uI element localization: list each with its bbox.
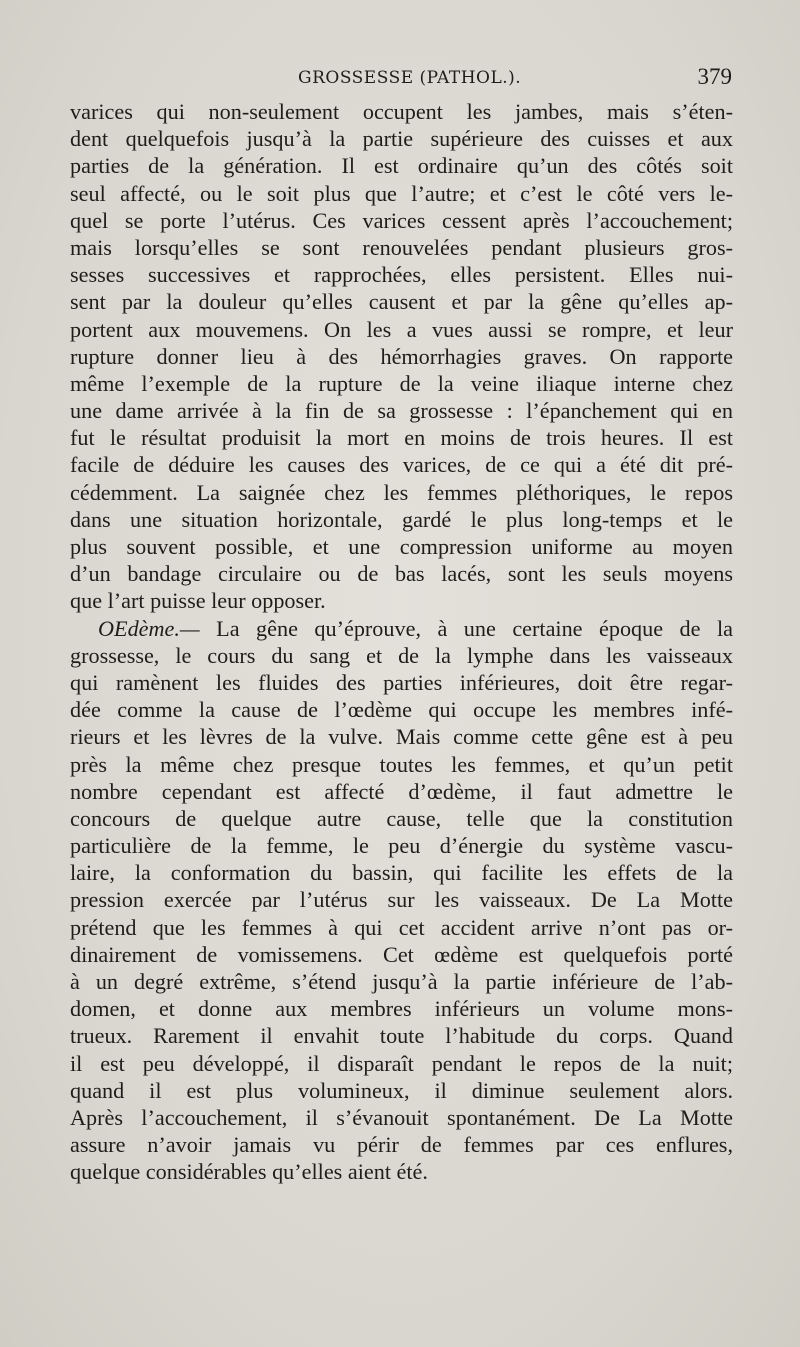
text-line: varices qui non-seulement occupent les jambes, mais s’éten- [70, 99, 733, 124]
text-line: rieurs et les lèvres de la vulve. Mais comme cette gêne est à peu [70, 724, 733, 750]
text-line: grossesse, le cours du sang et de la lymphe dans les vaisseaux [70, 642, 733, 668]
text-line: dans une situation horizontale, gardé le plus long-temps et le [70, 506, 733, 532]
text-line: quelque considérables qu’elles aient été. [70, 1159, 428, 1185]
text-line: Après l’accouchement, il s’évanouit spontanément. De La Motte [70, 1104, 733, 1130]
section-heading-oedeme: OEdème.— [98, 615, 200, 641]
text-line: seul affecté, ou le soit plus que l’autre; et c’est le côté vers le- [70, 180, 733, 206]
text-line: qui ramènent les fluides des parties inférieures, doit être regar- [70, 669, 733, 695]
text-line: dent quelquefois jusqu’à la partie supérieure des cuisses et aux [70, 126, 733, 152]
text-line: sent par la douleur qu’elles causent et par la gêne qu’elles ap- [70, 289, 733, 315]
text-line: concours de quelque autre cause, telle que la constitution [70, 805, 733, 831]
text-line: que l’art puisse leur opposer. [70, 588, 326, 614]
text-line: rupture donner lieu à des hémorrhagies graves. On rapporte [70, 343, 733, 369]
text-line: dinairement de vomissemens. Cet œdème est quelquefois porté [70, 941, 733, 967]
text-line: facile de déduire les causes des varices, de ce qui a été dit pré- [70, 452, 733, 478]
text-line: trueux. Rarement il envahit toute l’habitude du corps. Quand [70, 1023, 733, 1049]
text-line: près la même chez presque toutes les femmes, et qu’un petit [70, 751, 733, 777]
running-head [70, 64, 732, 94]
text-line: pression exercée par l’utérus sur les vaisseaux. De La Motte [70, 887, 733, 913]
text-line-rest: La gêne qu’éprouve, à une certaine époque de la [199, 615, 733, 641]
text-line: particulière de la femme, le peu d’énergie du système vascu- [70, 833, 733, 859]
text-line: mais lorsqu’elles se sont renouvelées pendant plusieurs gros- [70, 234, 733, 260]
text-line: fut le résultat produisit la mort en moins de trois heures. Il est [70, 425, 733, 451]
text-line: quel se porte l’utérus. Ces varices cessent après l’accouchement; [70, 207, 733, 233]
text-line: même l’exemple de la rupture de la veine iliaque interne chez [70, 370, 733, 396]
paragraph-varices [70, 98, 733, 615]
text-line: portent aux mouvemens. On les a vues aussi se rompre, et leur [70, 316, 733, 342]
text-line: plus souvent possible, et une compression uniforme au moyen [70, 534, 733, 559]
text-line-first [70, 615, 733, 642]
text-line: à un degré extrême, s’étend jusqu’à la partie inférieure de l’ab- [70, 969, 733, 994]
text-line: sesses successives et rapprochées, elles persistent. Elles nui- [70, 262, 733, 288]
text-line: quand il est plus volumineux, il diminue seulement alors. [70, 1077, 733, 1103]
text-line: domen, et donne aux membres inférieurs un volume mons- [70, 996, 733, 1022]
text-body [70, 98, 733, 1186]
text-line: assure n’avoir jamais vu périr de femmes par ces enflures, [70, 1132, 733, 1158]
text-line: parties de la génération. Il est ordinaire qu’un des côtés soit [70, 153, 733, 179]
text-line: cédemment. La saignée chez les femmes pléthoriques, le repos [70, 479, 733, 505]
text-line: nombre cependant est affecté d’œdème, il faut admettre le [70, 778, 733, 804]
text-line: prétend que les femmes à qui cet accident arrive n’ont pas or- [70, 914, 733, 940]
page-number: 379 [697, 64, 732, 89]
text-line: une dame arrivée à la fin de sa grossesse : l’épanchement qui en [70, 398, 733, 424]
text-line: il est peu développé, il disparaît pendant le repos de la nuit; [70, 1050, 733, 1076]
text-line: laire, la conformation du bassin, qui facilite les effets de la [70, 860, 733, 886]
paragraph-oedeme [70, 615, 733, 1186]
text-line: d’un bandage circulaire ou de bas lacés, sont les seuls moyens [70, 561, 733, 587]
text-line: dée comme la cause de l’œdème qui occupe les membres infé- [70, 697, 733, 723]
running-title: GROSSESSE (PATHOL.). [298, 68, 522, 88]
